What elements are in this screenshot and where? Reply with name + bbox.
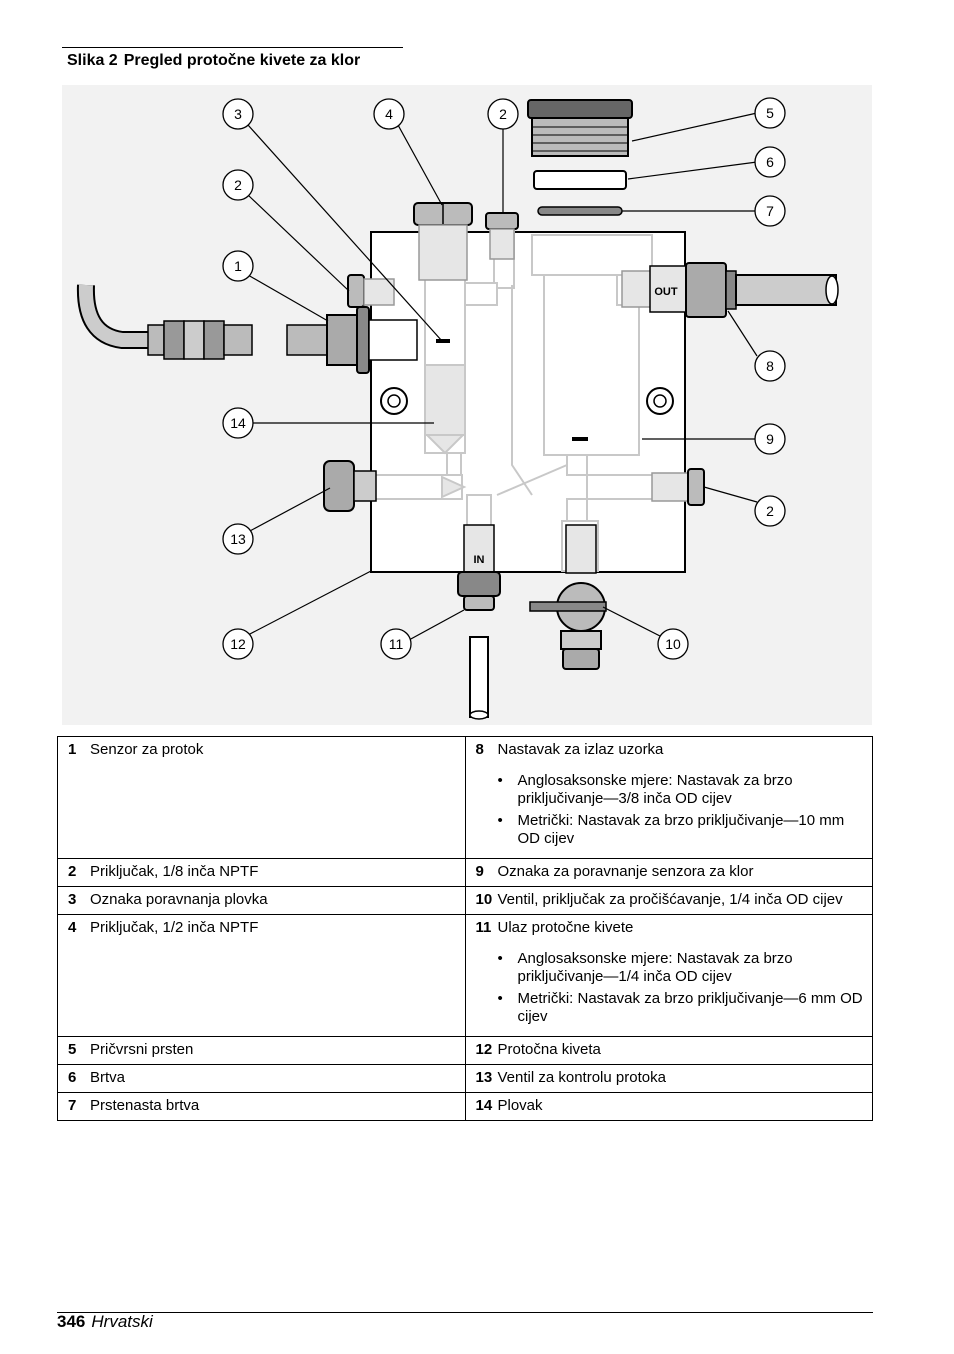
svg-text:2: 2 [499, 106, 507, 122]
legend-row [58, 859, 873, 887]
legend-item-number: 7 [68, 1097, 77, 1114]
legend-cell-right [465, 1065, 873, 1093]
in-label: IN [473, 554, 485, 566]
svg-text:7: 7 [766, 203, 774, 219]
svg-text:5: 5 [766, 105, 774, 121]
legend-item-text: Protočna kiveta [497, 1041, 601, 1058]
top-fitting-half-inch [414, 203, 472, 280]
callout-1 [223, 251, 253, 281]
legend-row [58, 737, 873, 859]
svg-text:9: 9 [766, 431, 774, 447]
legend-item-number: 4 [68, 919, 77, 936]
legend-item-text: Priključak, 1/8 inča NPTF [90, 863, 259, 880]
callout-4 [374, 99, 404, 129]
legend-cell-left [58, 887, 466, 915]
svg-text:2: 2 [234, 177, 242, 193]
footer-rule [57, 1312, 873, 1313]
callout-2-top [488, 99, 518, 129]
legend-cell-left [58, 737, 466, 859]
callout-2-right [755, 496, 785, 526]
legend-item-text: Nastavak za izlaz uzorka [497, 741, 664, 758]
legend-item-text: Prstenasta brtva [90, 1097, 200, 1114]
svg-text:1: 1 [234, 258, 242, 274]
svg-text:13: 13 [230, 531, 246, 547]
legend-cell-left [58, 1065, 466, 1093]
legend-row [58, 887, 873, 915]
legend-bullet-list [498, 950, 865, 1026]
callout-8 [755, 351, 785, 381]
svg-text:10: 10 [665, 636, 681, 652]
legend-item-number: 12 [475, 1041, 493, 1058]
legend-cell-right [465, 915, 873, 1037]
legend-row [58, 915, 873, 1037]
legend-item-text: Ventil za kontrolu protoka [497, 1069, 666, 1086]
flow-cell-diagram [62, 85, 872, 725]
legend-item-text: Priključak, 1/2 inča NPTF [90, 919, 259, 936]
gasket [534, 171, 626, 189]
legend-bullet-list [498, 772, 865, 848]
callout-14 [223, 408, 253, 438]
legend-item-text: Ulaz protočne kivete [497, 919, 634, 936]
callout-6 [755, 147, 785, 177]
legend-item-number: 9 [475, 863, 484, 880]
figure-title [67, 52, 360, 70]
svg-text:2: 2 [766, 503, 774, 519]
legend-item-number: 6 [68, 1069, 77, 1086]
svg-text:11: 11 [388, 636, 404, 652]
svg-text:3: 3 [234, 106, 242, 122]
svg-text:14: 14 [230, 415, 246, 431]
legend-item-text: Plovak [497, 1097, 543, 1114]
figure-label: Slika 2 [67, 52, 118, 69]
callout-11 [381, 629, 411, 659]
legend-item-number: 2 [68, 863, 77, 880]
legend-bullet: • Metrički: Nastavak za brzo priključivanje—10 mm OD cijev [498, 812, 865, 848]
page-footer [57, 1312, 153, 1332]
callout-12 [223, 629, 253, 659]
legend-item-text: Pričvrsni prsten [90, 1041, 194, 1058]
o-ring [538, 207, 622, 215]
legend-item-number: 5 [68, 1041, 77, 1058]
legend-cell-left [58, 859, 466, 887]
legend-bullet: • Metrički: Nastavak za brzo priključivanje—6 mm OD cijev [498, 990, 865, 1026]
legend-row [58, 1065, 873, 1093]
page-number: 346 [57, 1312, 86, 1331]
callout-9 [755, 424, 785, 454]
callout-7 [755, 196, 785, 226]
legend-cell-left [58, 1037, 466, 1065]
legend-cell-right [465, 887, 873, 915]
callout-10 [658, 629, 688, 659]
figure-caption: Pregled protočne kivete za klor [123, 52, 361, 69]
top-fitting-eighth-inch [486, 213, 518, 259]
legend-item-text: Brtva [90, 1069, 126, 1086]
legend-cell-left [58, 915, 466, 1037]
callout-3 [223, 99, 253, 129]
right-fitting-eighth-inch [652, 469, 704, 505]
legend-item-text: Oznaka za poravnanje senzora za klor [497, 863, 754, 880]
legend-row [58, 1037, 873, 1065]
footer-language: Hrvatski [91, 1312, 153, 1331]
svg-text:12: 12 [230, 636, 246, 652]
legend-item-number: 11 [475, 919, 492, 936]
callout-2-left [223, 170, 253, 200]
legend-cell-right [465, 737, 873, 859]
callout-13 [223, 524, 253, 554]
legend-item-number: 10 [475, 891, 493, 908]
legend-item-text: Oznaka poravnanja plovka [90, 891, 268, 908]
legend-item-number: 1 [68, 741, 77, 758]
svg-text:8: 8 [766, 358, 774, 374]
legend-cell-right [465, 1093, 873, 1121]
legend-item-number: 14 [475, 1097, 493, 1114]
legend-row [58, 1093, 873, 1121]
legend-item-number: 8 [475, 741, 484, 758]
callout-5 [755, 98, 785, 128]
legend-item-text: Senzor za protok [90, 741, 204, 758]
legend-bullet: • Anglosaksonske mjere: Nastavak za brzo priključivanje—1/4 inča OD cijev [498, 950, 865, 986]
legend-cell-right [465, 859, 873, 887]
retaining-ring [528, 100, 632, 156]
svg-text:6: 6 [766, 154, 774, 170]
out-label: OUT [654, 286, 678, 298]
legend-bullet: • Anglosaksonske mjere: Nastavak za brzo priključivanje—3/8 inča OD cijev [498, 772, 865, 808]
legend-item-number: 3 [68, 891, 77, 908]
figure-title-rule [62, 47, 403, 48]
svg-text:4: 4 [385, 106, 393, 122]
legend-table [57, 736, 873, 1121]
legend-cell-left [58, 1093, 466, 1121]
legend-cell-right [465, 1037, 873, 1065]
legend-item-number: 13 [475, 1069, 493, 1086]
legend-item-text: Ventil, priključak za pročišćavanje, 1/4 inča OD cijev [497, 891, 843, 908]
